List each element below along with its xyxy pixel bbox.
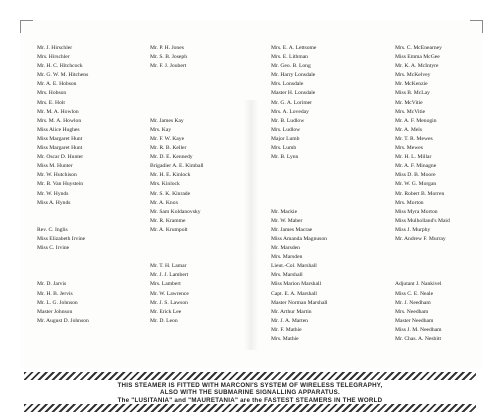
passenger-column-1 xyxy=(37,44,89,326)
passenger-name: Mr. B. Lynn xyxy=(271,154,299,161)
passenger-name: Miss D. B. Moore xyxy=(395,172,436,179)
passenger-name: Mr. W. Hynds xyxy=(37,190,69,197)
footer-line-3: The "LUSITANIA" and "MAURETANIA" are the FASTEST STEAMERS IN THE WORLD xyxy=(117,396,383,404)
passenger-name: Mr. Arthur Martin xyxy=(271,308,312,315)
passenger-name: Lieut.-Col. Marshall xyxy=(271,263,317,270)
passenger-name: Adjutant J. Nankivel xyxy=(395,281,442,288)
list-spacer xyxy=(150,89,204,98)
passenger-name: Mr. Geo. B. Long xyxy=(271,63,311,70)
passenger-name: Mrs. M. A. Howlon xyxy=(37,117,82,124)
list-spacer xyxy=(150,253,204,262)
passenger-name: Mr. Mackie xyxy=(271,208,298,215)
list-spacer xyxy=(150,244,204,253)
passenger-name: Mrs. Marsden xyxy=(271,254,303,261)
passenger-name: Mr. Robert B. Morren xyxy=(395,190,445,197)
passenger-name: Miss Alice Hughes xyxy=(37,126,80,133)
passenger-name: Miss C. E. Neale xyxy=(395,290,434,297)
passenger-name: Master H. Lonsdale xyxy=(271,90,316,97)
crop-mark-top-right xyxy=(470,20,483,33)
passenger-name: Mr. August D. Johnson xyxy=(37,317,89,324)
passenger-name: Mr. S. B. Joseph xyxy=(150,54,187,61)
passenger-name: Mrs. Hobson xyxy=(37,90,67,97)
passenger-name: Mrs. McVitie xyxy=(395,108,426,115)
passenger-name: Mrs. Mathie xyxy=(271,336,299,342)
passenger-name: Major Lumb xyxy=(271,135,300,142)
passenger-name: Mr. S. K. Kinrade xyxy=(150,190,191,197)
passenger-name: Mrs. Kinlock xyxy=(150,181,180,188)
passenger-name: Mrs. Morton xyxy=(395,199,424,206)
passenger-name: Mrs. E. A. Lettsome xyxy=(271,45,317,51)
passenger-name: Mr. A. F. Menogin xyxy=(395,117,437,124)
passenger-column-2 xyxy=(150,44,204,326)
passenger-name: Mr. R. Kramme xyxy=(150,217,186,224)
passenger-name: Mr. A. F. Minagne xyxy=(395,163,437,170)
passenger-name: Mrs. E. Lithman xyxy=(271,54,308,61)
passenger-name: Capt. E. A. Marshall xyxy=(271,290,317,297)
passenger-name: Mrs. Mewes xyxy=(395,145,423,152)
list-spacer xyxy=(271,190,328,199)
list-spacer xyxy=(150,99,204,108)
passenger-name: Mr. B. Ludlow xyxy=(271,117,305,124)
passenger-name: Mr. F. J. Joubert xyxy=(150,63,187,70)
list-spacer xyxy=(37,262,89,271)
passenger-name: Mr. J. Hirschler xyxy=(37,45,73,51)
passenger-name: Mr. A. Knox xyxy=(150,199,179,206)
list-spacer xyxy=(271,180,328,189)
list-spacer xyxy=(150,235,204,244)
decorative-border-top xyxy=(24,372,476,380)
passenger-name: Mr. D. Leon xyxy=(150,317,178,324)
passenger-name: Mr. A. Mels xyxy=(395,126,423,133)
passenger-name: Mrs. C. McEnearney xyxy=(395,45,442,51)
list-spacer xyxy=(271,162,328,171)
passenger-name: Mr. Andrew F. Murray xyxy=(395,235,446,242)
passenger-name: Mr. J. Needham xyxy=(395,299,431,306)
passenger-name: Mr. P. H. Jones xyxy=(150,45,184,51)
passenger-name: Mr. W. Hutchison xyxy=(37,172,77,179)
passenger-name: Mrs. Hirschler xyxy=(37,54,70,61)
passenger-name: Rev. C. Inglis xyxy=(37,226,68,233)
list-spacer xyxy=(37,271,89,280)
decorative-border-bottom xyxy=(24,404,476,412)
passenger-name: Miss J. Murphy xyxy=(395,226,431,233)
passenger-name: Mr. James Macrae xyxy=(271,226,313,233)
passenger-name: Mr. L. G. Johnson xyxy=(37,299,78,306)
passenger-name: Mr. H. C. Hitchcock xyxy=(37,63,83,70)
list-spacer xyxy=(271,171,328,180)
passenger-name: Mr. D. E. Kennedy xyxy=(150,154,193,161)
list-spacer xyxy=(37,208,89,217)
passenger-name: Miss Amanda Magnuson xyxy=(271,235,327,242)
passenger-name: Mr. Oscar D. Hunter xyxy=(37,154,84,161)
passenger-name: Mrs. Marshall xyxy=(271,272,303,279)
passenger-name: Mr. Sam Koldanovsky xyxy=(150,208,201,215)
passenger-name: Mrs. Ludlow xyxy=(271,126,301,133)
passenger-name: Mr. A. E. Hobson xyxy=(37,81,77,88)
footer-line-1: THIS STEAMER IS FITTED WITH MARCONI'S SYSTEM OF WIRELESS TELEGRAPHY, xyxy=(117,382,383,389)
passenger-name: Mrs. McKelvey xyxy=(395,72,431,79)
page-fold xyxy=(244,100,258,350)
passenger-name: Mrs. E. Holt xyxy=(37,99,65,106)
passenger-name: Mr. T. R. Mewes xyxy=(395,135,433,142)
passenger-name: Mr. H. B. Jervis xyxy=(37,290,73,297)
passenger-name: Miss Mulholland's Maid xyxy=(395,217,450,224)
list-spacer xyxy=(150,108,204,117)
passenger-name: Miss Myra Morton xyxy=(395,208,438,215)
passenger-name: Miss Margaret Hunt xyxy=(37,135,83,142)
footer-line-2: ALSO WITH THE SUBMARINE SIGNALLING APPARATUS. xyxy=(160,389,340,397)
passenger-name: Miss C. Irvine xyxy=(37,245,70,252)
passenger-name: Brigadier A. E. Kimball xyxy=(150,163,204,170)
passenger-name: Mr. W. G. Morgan xyxy=(395,181,437,188)
passenger-name: Mrs. Lonsdale xyxy=(271,81,304,88)
passenger-name: Miss M. Hunter xyxy=(37,163,73,170)
passenger-column-4 xyxy=(395,44,450,344)
passenger-name: Mr. T. H. Lamar xyxy=(150,263,187,270)
passenger-name: Mr. Chas. A. Nesbitt xyxy=(395,336,441,342)
passenger-name: Mr. B. Van Huystein xyxy=(37,181,84,188)
passenger-name: Miss Margaret Hunt xyxy=(37,145,83,152)
passenger-name: Mr. W. Maber xyxy=(271,217,303,224)
passenger-name: Master Johnson xyxy=(37,308,73,315)
passenger-name: Mr. G. W. M. Hitchens xyxy=(37,72,89,79)
list-spacer xyxy=(395,244,450,253)
passenger-name: Mr. Harry Lonsdale xyxy=(271,72,316,79)
passenger-name: Mrs. A. Loveday xyxy=(271,108,309,115)
list-spacer xyxy=(395,271,450,280)
list-spacer xyxy=(395,253,450,262)
passenger-column-3 xyxy=(271,44,328,344)
passenger-name: Miss J. M. Needham xyxy=(395,326,442,333)
list-spacer xyxy=(271,199,328,208)
list-spacer xyxy=(395,262,450,271)
passenger-name: Mr. H. E. Kinlock xyxy=(150,172,191,179)
passenger-name: Mrs. Lambert xyxy=(150,281,181,288)
passenger-name: Mr. A. Krumpolt xyxy=(150,226,188,233)
passenger-name: Mr. McVitie xyxy=(395,99,423,106)
passenger-name: Mr. J. S. Lawson xyxy=(150,299,188,306)
list-spacer xyxy=(150,71,204,80)
passenger-name: Mrs. Needham xyxy=(395,308,429,315)
passenger-name: Miss Emma McGee xyxy=(395,54,440,61)
list-spacer xyxy=(150,80,204,89)
passenger-name: Miss Elizabeth Irvine xyxy=(37,235,86,242)
passenger-name: Mr. Erick Lee xyxy=(150,308,182,315)
passenger-name: Mr. M. A. Howlon xyxy=(37,108,79,115)
crop-mark-top-left xyxy=(20,20,33,33)
passenger-name: Mr. R. B. Keller xyxy=(150,145,187,152)
passenger-name: Mr. Marsden xyxy=(271,245,300,252)
passenger-name: Mr. D. Jarvis xyxy=(37,281,67,288)
passenger-name: Mr. G. A. Lorimer xyxy=(271,99,313,106)
passenger-name: Mrs. Kay xyxy=(150,126,172,133)
passenger-name: Miss B. McLay xyxy=(395,90,430,97)
passenger-name: Mr. James Kay xyxy=(150,117,184,124)
passenger-name: Miss Marion Marshall xyxy=(271,281,322,288)
passenger-name: Mr. J. A. Marten xyxy=(271,317,308,324)
footer-notice xyxy=(0,382,500,404)
passenger-name: Master Needham xyxy=(395,317,434,324)
passenger-name: Mr. J. J. Lambert xyxy=(150,272,189,279)
passenger-name: Mr. H. L. Millar xyxy=(395,154,432,161)
list-spacer xyxy=(37,217,89,226)
passenger-name: Mr. W. Lawrence xyxy=(150,290,189,297)
passenger-name: Mr. McKenzie xyxy=(395,81,428,88)
passenger-name: Mrs. Lumb xyxy=(271,145,297,152)
passenger-name: Mr. F. W. Kaye xyxy=(150,135,185,142)
passenger-name: Miss A. Hynds xyxy=(37,199,71,206)
list-spacer xyxy=(37,253,89,262)
passenger-name: Mr. K. A. McIntyre xyxy=(395,63,439,70)
passenger-name: Mr. F. Mathie xyxy=(271,326,302,333)
passenger-name: Master Norman Marshall xyxy=(271,299,328,306)
